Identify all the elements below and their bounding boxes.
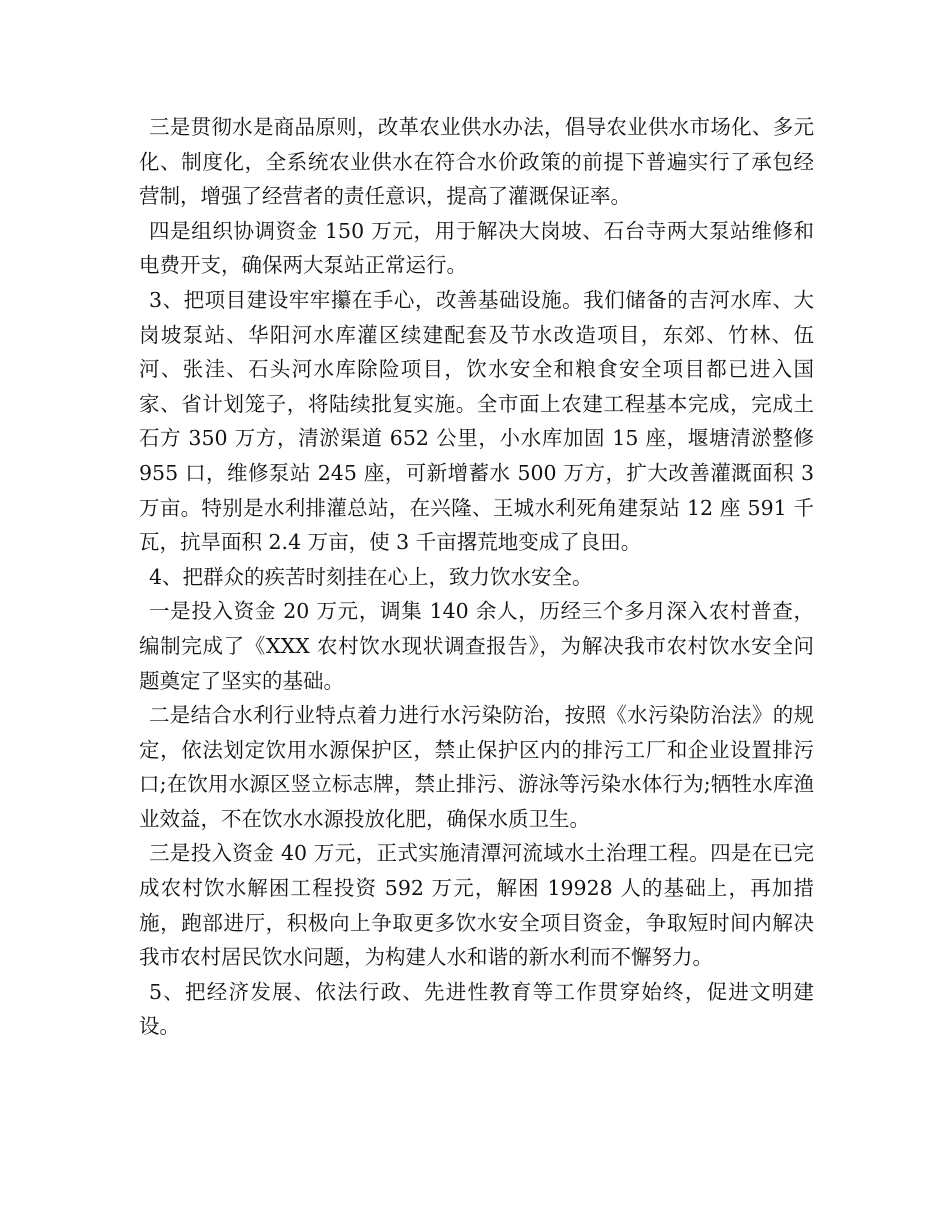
paragraph: 三是贯彻水是商品原则，改革农业供水办法，倡导农业供水市场化、多元化、制度化，全系统农业供水在符合水价政策的前提下普遍实行了承包经营制，增强了经营者的责任意识，提高了灌溉保证率。 [139, 115, 814, 209]
paragraph: 3、把项目建设牢牢攥在手心，改善基础设施。我们储备的吉河水库、大岗坡泵站、华阳河水库灌区续建配套及节水改造项目，东郊、竹林、伍河、张洼、石头河水库除险项目，饮水安全和粮食安全项目都已进入国家、省计划笼子，将陆续批复实施。全市面上农建工程基本完成，完成土石方 350 万方，清淤渠道 652 公里，小水库加固 15 座，堰塘清淤整修 955 口，维修泵站 245 座，可新增蓄水 500 万方，扩大改善灌溉面积 3 万亩。特别是水利排灌总站，在兴隆、王城水利死角建泵站 12 座 591 千瓦，抗旱面积 2.4 万亩，使 3 千亩撂荒地变成了良田。 [139, 287, 814, 555]
paragraph: 三是投入资金 40 万元，正式实施清潭河流域水土治理工程。四是在已完成农村饮水解困工程投资 592 万元，解困 19928 人的基础上，再加措施，跑部进厅，积极向上争取更多饮水安全项目资金，争取短时间内解决我市农村居民饮水问题，为构建人水和谐的新水利而不懈努力。 [139, 841, 814, 970]
paragraph: 5、把经济发展、依法行政、先进性教育等工作贯穿始终，促进文明建设。 [139, 979, 814, 1039]
paragraph: 4、把群众的疾苦时刻挂在心上，致力饮水安全。 [149, 564, 593, 589]
paragraph: 一是投入资金 20 万元，调集 140 余人，历经三个多月深入农村普查，编制完成了《XXX 农村饮水现状调查报告》，为解决我市农村饮水安全问题奠定了坚实的基础。 [139, 599, 814, 693]
paragraph: 四是组织协调资金 150 万元，用于解决大岗坡、石台寺两大泵站维修和电费开支，确保两大泵站正常运行。 [139, 218, 814, 278]
paragraph: 二是结合水利行业特点着力进行水污染防治，按照《水污染防治法》的规定，依法划定饮用水源保护区，禁止保护区内的排污工厂和企业设置排污口;在饮用水源区竖立标志牌，禁止排污、游泳等污染水体行为;牺牲水库渔业效益，不在饮水水源投放化肥，确保水质卫生。 [139, 703, 814, 831]
document-body [139, 110, 814, 1044]
